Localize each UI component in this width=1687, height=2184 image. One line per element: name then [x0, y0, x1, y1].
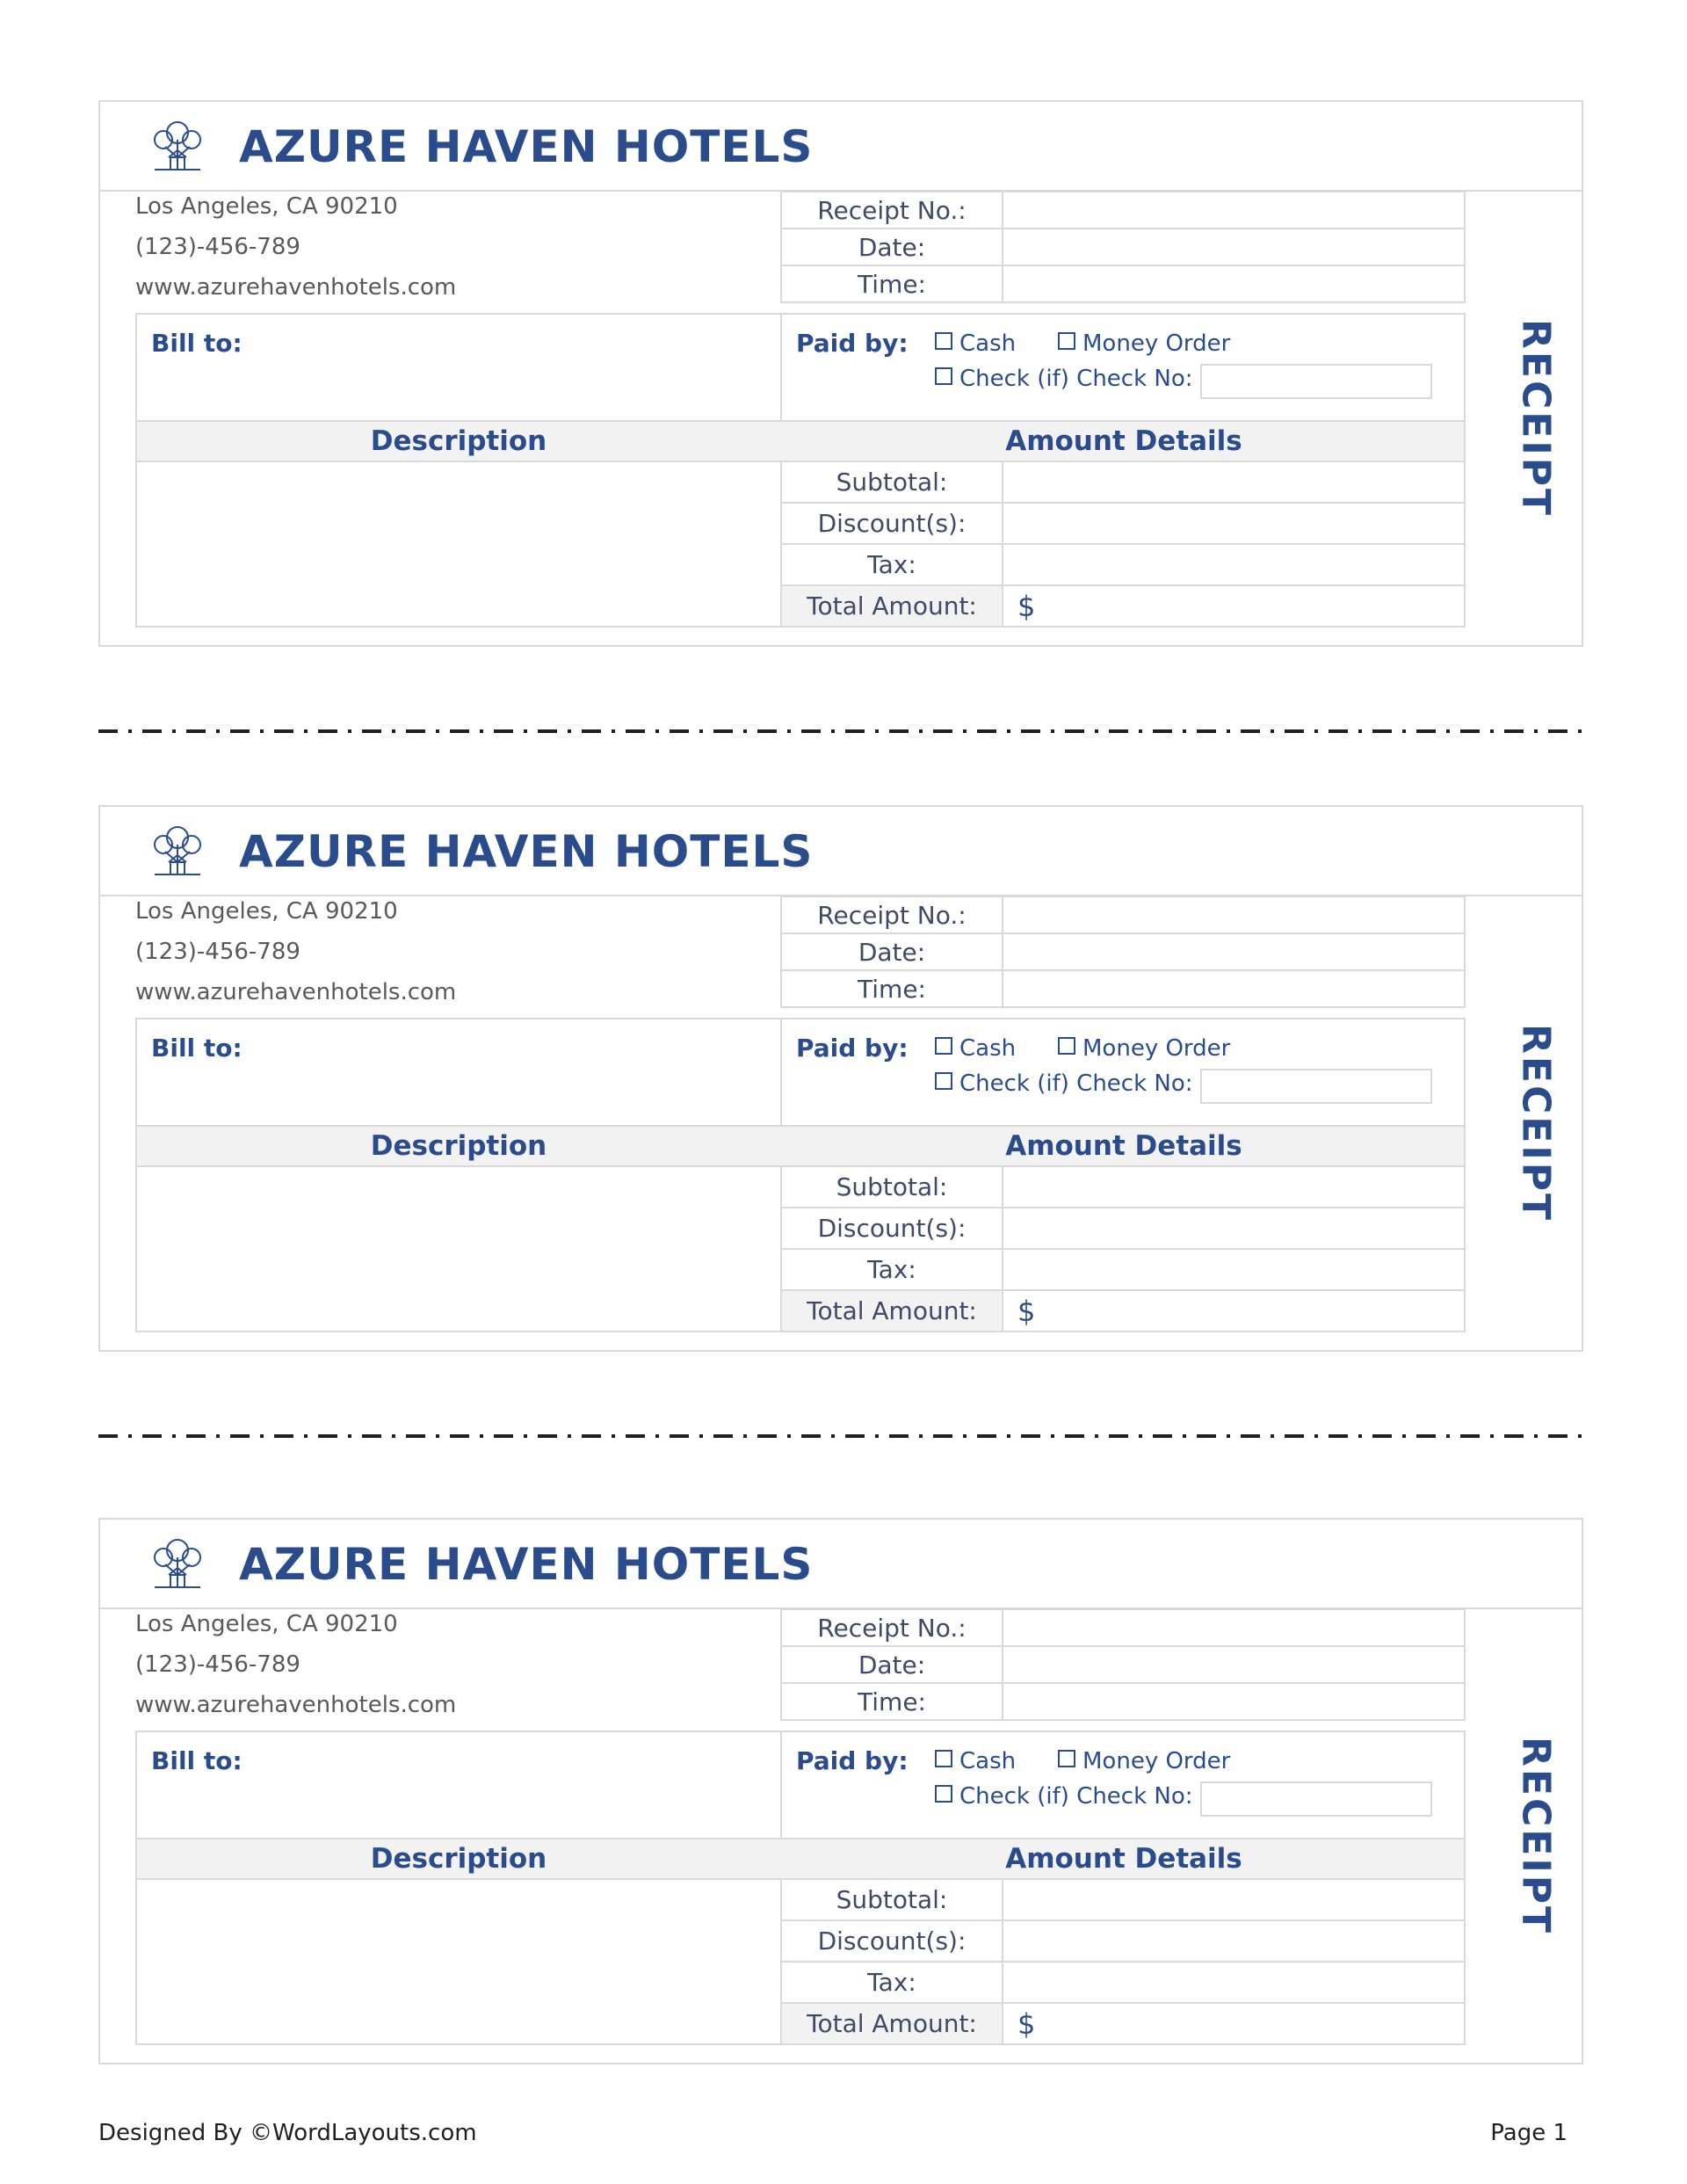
cash-label: Cash — [959, 330, 1017, 357]
receipt-vertical-label — [1492, 1607, 1580, 2064]
checkbox-icon[interactable] — [935, 1785, 952, 1803]
bill-pay-box — [135, 313, 1466, 422]
receipt-no-field[interactable] — [1003, 1609, 1465, 1646]
check-no-field[interactable] — [1200, 364, 1432, 399]
tax-label: Tax: — [781, 1962, 1003, 2003]
subtotal-label: Subtotal: — [781, 1166, 1003, 1208]
paid-by-label: Paid by: — [796, 1746, 909, 1775]
receipt-vertical-label — [1492, 895, 1580, 1352]
time-label: Time: — [781, 265, 1003, 302]
cash-option[interactable] — [935, 1035, 1016, 1062]
tax-field[interactable] — [1003, 1962, 1465, 2003]
total-amount-field[interactable]: $ — [1003, 585, 1465, 627]
tax-field[interactable] — [1003, 1249, 1465, 1290]
checkbox-icon[interactable] — [935, 1072, 952, 1090]
bill-pay-box — [135, 1018, 1466, 1127]
tree-house-logo-icon — [144, 1531, 211, 1598]
company-address: Los Angeles, CA 90210 — [135, 193, 398, 220]
check-label: Check (if) Check No: — [959, 1783, 1193, 1810]
company-address: Los Angeles, CA 90210 — [135, 1611, 398, 1637]
amount-details-header: Amount Details — [1005, 1130, 1242, 1162]
checkbox-icon[interactable] — [1058, 1037, 1075, 1055]
company-name: AZURE HAVEN HOTELS — [239, 1539, 814, 1590]
tree-house-logo-icon — [144, 113, 211, 180]
receipt-meta-table — [780, 191, 1466, 303]
cut-line — [98, 1433, 1583, 1439]
total-amount-label: Total Amount: — [781, 585, 1003, 627]
check-option[interactable] — [935, 1070, 1193, 1097]
brand — [144, 1525, 813, 1604]
tree-house-logo-icon — [144, 818, 211, 885]
table-header — [135, 1127, 1466, 1167]
checkbox-icon[interactable] — [935, 367, 952, 385]
time-field[interactable] — [1003, 1683, 1465, 1720]
bill-pay-box — [135, 1731, 1466, 1839]
amount-details-header: Amount Details — [1005, 1843, 1242, 1875]
date-field[interactable] — [1003, 933, 1465, 970]
money-order-option[interactable] — [1058, 1035, 1230, 1062]
money-order-label: Money Order — [1082, 1035, 1231, 1062]
description-field[interactable] — [135, 1167, 782, 1332]
amount-details-header: Amount Details — [1005, 425, 1242, 457]
divider — [780, 315, 782, 420]
total-amount-label: Total Amount: — [781, 1290, 1003, 1331]
receipt-meta-table — [780, 896, 1466, 1008]
money-order-label: Money Order — [1082, 1748, 1231, 1774]
amount-table — [780, 461, 1466, 628]
date-field[interactable] — [1003, 1646, 1465, 1683]
page-number: Page 1 — [1490, 2120, 1568, 2146]
time-field[interactable] — [1003, 970, 1465, 1007]
receipt-2 — [98, 805, 1583, 1352]
company-phone: (123)-456-789 — [135, 1651, 300, 1678]
date-label: Date: — [781, 933, 1003, 970]
paid-by-label: Paid by: — [796, 1034, 909, 1063]
check-no-field[interactable] — [1200, 1069, 1432, 1104]
description-header: Description — [370, 1130, 547, 1162]
receipt-meta-table — [780, 1608, 1466, 1721]
money-order-option[interactable] — [1058, 330, 1230, 357]
receipt-no-field[interactable] — [1003, 192, 1465, 229]
date-field[interactable] — [1003, 229, 1465, 265]
divider — [780, 1019, 782, 1125]
discounts-field[interactable] — [1003, 503, 1465, 544]
time-label: Time: — [781, 1683, 1003, 1720]
bill-to-label: Bill to: — [151, 1034, 243, 1063]
receipt-no-field[interactable] — [1003, 896, 1465, 933]
company-website: www.azurehavenhotels.com — [135, 274, 457, 301]
checkbox-icon[interactable] — [935, 1750, 952, 1767]
cash-option[interactable] — [935, 330, 1016, 357]
date-label: Date: — [781, 229, 1003, 265]
checkbox-icon[interactable] — [1058, 1750, 1075, 1767]
receipt-no-label: Receipt No.: — [781, 896, 1003, 933]
tax-label: Tax: — [781, 544, 1003, 585]
divider — [780, 1732, 782, 1838]
tax-field[interactable] — [1003, 544, 1465, 585]
money-order-label: Money Order — [1082, 330, 1231, 357]
company-address: Los Angeles, CA 90210 — [135, 898, 398, 925]
subtotal-label: Subtotal: — [781, 461, 1003, 503]
company-name: AZURE HAVEN HOTELS — [239, 121, 814, 172]
company-website: www.azurehavenhotels.com — [135, 979, 457, 1005]
table-header — [135, 422, 1466, 462]
footer-credit: Designed By ©WordLayouts.com — [98, 2120, 477, 2146]
date-label: Date: — [781, 1646, 1003, 1683]
company-name: AZURE HAVEN HOTELS — [239, 826, 814, 877]
discounts-label: Discount(s): — [781, 1920, 1003, 1962]
description-field[interactable] — [135, 462, 782, 628]
check-label: Check (if) Check No: — [959, 1070, 1193, 1097]
receipt-no-label: Receipt No.: — [781, 1609, 1003, 1646]
cut-line — [98, 729, 1583, 734]
description-header: Description — [370, 425, 547, 457]
check-option[interactable] — [935, 366, 1193, 392]
subtotal-field[interactable] — [1003, 1166, 1465, 1208]
discounts-field[interactable] — [1003, 1208, 1465, 1249]
receipt-3 — [98, 1518, 1583, 2064]
checkbox-icon[interactable] — [935, 332, 952, 350]
paid-by-label: Paid by: — [796, 329, 909, 358]
receipt-no-label: Receipt No.: — [781, 192, 1003, 229]
total-amount-field[interactable]: $ — [1003, 1290, 1465, 1331]
brand — [144, 812, 813, 891]
amount-table — [780, 1165, 1466, 1332]
discounts-field[interactable] — [1003, 1920, 1465, 1962]
cash-label: Cash — [959, 1748, 1017, 1774]
amount-table — [780, 1878, 1466, 2045]
check-no-field[interactable] — [1200, 1781, 1432, 1817]
discounts-label: Discount(s): — [781, 1208, 1003, 1249]
checkbox-icon[interactable] — [1058, 332, 1075, 350]
receipt-1 — [98, 100, 1583, 647]
time-field[interactable] — [1003, 265, 1465, 302]
receipt-vertical-label — [1492, 190, 1580, 647]
company-phone: (123)-456-789 — [135, 939, 300, 965]
check-label: Check (if) Check No: — [959, 366, 1193, 392]
subtotal-field[interactable] — [1003, 461, 1465, 503]
company-website: www.azurehavenhotels.com — [135, 1692, 457, 1718]
cash-label: Cash — [959, 1035, 1017, 1062]
check-option[interactable] — [935, 1783, 1193, 1810]
company-phone: (123)-456-789 — [135, 234, 300, 260]
tax-label: Tax: — [781, 1249, 1003, 1290]
cash-option[interactable] — [935, 1748, 1016, 1774]
table-header — [135, 1839, 1466, 1880]
subtotal-label: Subtotal: — [781, 1879, 1003, 1920]
bill-to-label: Bill to: — [151, 329, 243, 358]
time-label: Time: — [781, 970, 1003, 1007]
receipt-title: RECEIPT — [1513, 1024, 1559, 1223]
total-amount-label: Total Amount: — [781, 2003, 1003, 2044]
checkbox-icon[interactable] — [935, 1037, 952, 1055]
subtotal-field[interactable] — [1003, 1879, 1465, 1920]
total-amount-field[interactable]: $ — [1003, 2003, 1465, 2044]
receipt-title: RECEIPT — [1513, 319, 1559, 518]
receipt-title: RECEIPT — [1513, 1737, 1559, 1935]
brand — [144, 107, 813, 186]
bill-to-label: Bill to: — [151, 1746, 243, 1775]
money-order-option[interactable] — [1058, 1748, 1230, 1774]
discounts-label: Discount(s): — [781, 503, 1003, 544]
description-field[interactable] — [135, 1880, 782, 2045]
description-header: Description — [370, 1843, 547, 1875]
